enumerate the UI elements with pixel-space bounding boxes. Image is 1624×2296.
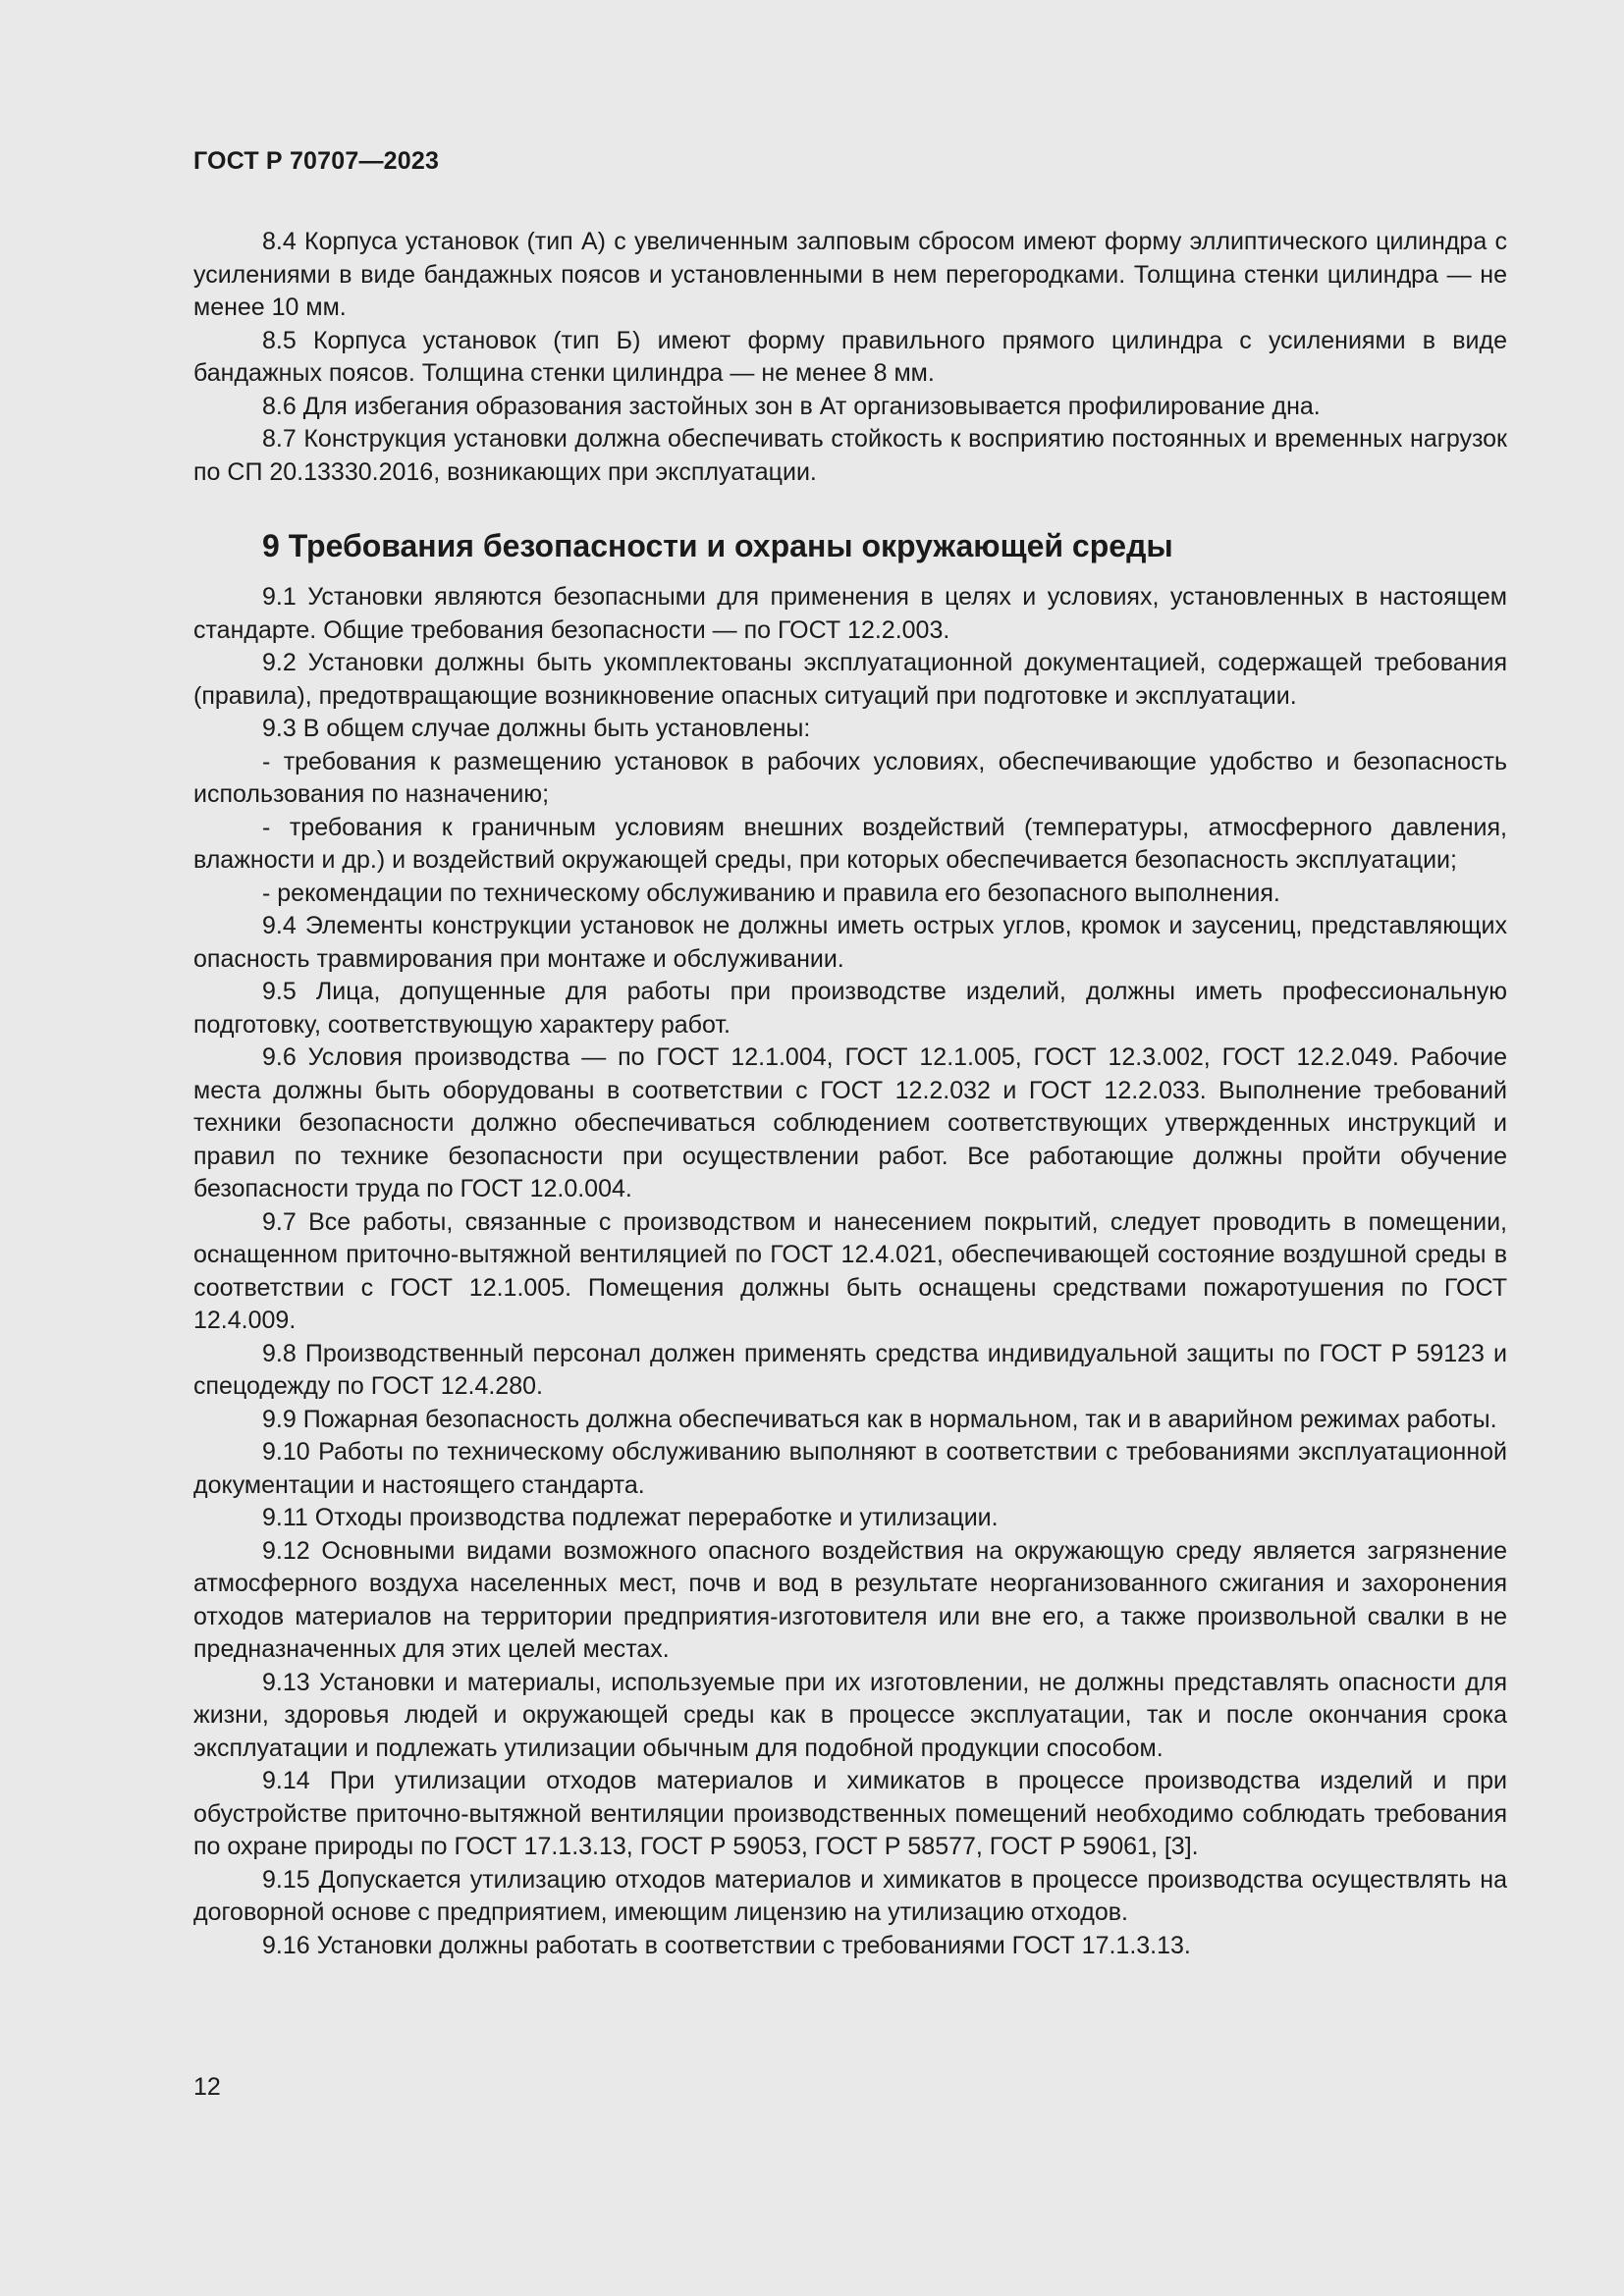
paragraph-9-12: 9.12 Основными видами возможного опасного воздействия на окружающую среду является загрязнение атмосферного воздуха населенных мест, почв и вод в результате неорганизованного сжигания и захоронения отходов материалов на территории предприятия-изготовителя или вне его, а также произвольной свалки в не предназначенных для этих целей местах. xyxy=(193,1536,1507,1663)
paragraph-9-2: 9.2 Установки должны быть укомплектованы эксплуатационной документацией, содержащей требования (правила), предотвращающие возникновение опасных ситуаций при подготовке и эксплуатации. xyxy=(193,649,1507,710)
section-9 xyxy=(193,581,1507,1962)
paragraph-9-16: 9.16 Установки должны работать в соответствии с требованиями ГОСТ 17.1.3.13. xyxy=(262,1931,1191,1959)
list-item-placement: - требования к размещению установок в рабочих условиях, обеспечивающие удобство и безопасность использования по назначению; xyxy=(193,747,1507,808)
paragraph-9-5: 9.5 Лица, допущенные для работы при производстве изделий, должны иметь профессиональную подготовку, соответствующую характеру работ. xyxy=(193,978,1507,1039)
paragraph-9-3: 9.3 В общем случае должны быть установлены: xyxy=(262,715,811,742)
paragraph-8-4: 8.4 Корпуса установок (тип А) с увеличенным залповым сбросом имеют форму эллиптического цилиндра с усилениями в виде бандажных поясов и установленными в нем перегородками. Толщина стенки цилиндра — не менее 10 мм. xyxy=(193,228,1507,321)
paragraph-9-15: 9.15 Допускается утилизацию отходов материалов и химикатов в процессе производства осуществлять на договорной основе с предприятием, имеющим лицензию на утилизацию отходов. xyxy=(193,1865,1507,1926)
document-body xyxy=(193,226,1507,1962)
paragraph-8-6: 8.6 Для избегания образования застойных зон в Ат организовывается профилирование дна. xyxy=(262,392,1321,420)
paragraph-9-10: 9.10 Работы по техническому обслуживанию выполняют в соответствии с требованиями эксплуатационной документации и настоящего стандарта. xyxy=(193,1438,1507,1499)
paragraph-9-7: 9.7 Все работы, связанные с производством и нанесением покрытий, следует проводить в помещении, оснащенном приточно-вытяжной вентиляцией по ГОСТ 12.4.021, обеспечивающей состояние воздушной среды в соответствии с ГОСТ 12.1.005. Помещения должны быть оснащены средствами пожаротушения по ГОСТ 12.4.009. xyxy=(193,1207,1507,1334)
page-number: 12 xyxy=(193,2073,221,2101)
paragraph-9-1: 9.1 Установки являются безопасными для применения в целях и условиях, установленных в настоящем стандарте. Общие требования безопасности — по ГОСТ 12.2.003. xyxy=(193,583,1507,644)
paragraph-8-5: 8.5 Корпуса установок (тип Б) имеют форму правильного прямого цилиндра с усилениями в виде бандажных поясов. Толщина стенки цилиндра — не менее 8 мм. xyxy=(193,326,1507,387)
section-title: 9 Требования безопасности и охраны окружающей среды xyxy=(262,528,1173,563)
list-item-maintenance: - рекомендации по техническому обслуживанию и правила его безопасного выполнения. xyxy=(262,879,1280,907)
paragraph-9-8: 9.8 Производственный персонал должен применять средства индивидуальной защиты по ГОСТ Р 59123 и спецодежду по ГОСТ 12.4.280. xyxy=(193,1339,1507,1400)
paragraph-9-14: 9.14 При утилизации отходов материалов и химикатов в процессе производства изделий и при обустройстве приточно-вытяжной вентиляции производственных помещений необходимо соблюдать требования по охране природы по ГОСТ 17.1.3.13, ГОСТ Р 59053, ГОСТ Р 58577, ГОСТ Р 59061, [3]. xyxy=(193,1767,1507,1860)
paragraph-9-11: 9.11 Отходы производства подлежат переработке и утилизации. xyxy=(262,1504,999,1531)
paragraph-8-7: 8.7 Конструкция установки должна обеспечивать стойкость к восприятию постоянных и временных нагрузок по СП 20.13330.2016, возникающих при эксплуатации. xyxy=(193,425,1507,486)
paragraph-9-13: 9.13 Установки и материалы, используемые при их изготовлении, не должны представлять опасности для жизни, здоровья людей и окружающей среды как в процессе эксплуатации, так и после окончания срока эксплуатации и подлежать утилизации обычным для подобной продукции способом. xyxy=(193,1668,1507,1762)
paragraph-9-6: 9.6 Условия производства — по ГОСТ 12.1.004, ГОСТ 12.1.005, ГОСТ 12.3.002, ГОСТ 12.2.049. Рабочие места должны быть оборудованы в соответствии с ГОСТ 12.2.032 и ГОСТ 12.2.033. Выполнение требований техники безопасности должно обеспечиваться соблюдением соответствующих утвержденных инструкций и правил по технике безопасности при осуществлении работ. Все работающие должны пройти обучение безопасности труда по ГОСТ 12.0.004. xyxy=(193,1043,1507,1202)
document-header: ГОСТ Р 70707—2023 xyxy=(193,147,440,175)
paragraph-9-4: 9.4 Элементы конструкции установок не должны иметь острых углов, кромок и заусениц, представляющих опасность травмирования при монтаже и обслуживании. xyxy=(193,912,1507,973)
paragraph-9-9: 9.9 Пожарная безопасность должна обеспечиваться как в нормальном, так и в аварийном режимах работы. xyxy=(262,1405,1497,1433)
section-9-heading xyxy=(193,526,1507,565)
list-item-conditions: - требования к граничным условиям внешних воздействий (температуры, атмосферного давления, влажности и др.) и воздействий окружающей среды, при которых обеспечивается безопасность эксплуатации; xyxy=(193,813,1507,874)
section-8 xyxy=(193,226,1507,489)
